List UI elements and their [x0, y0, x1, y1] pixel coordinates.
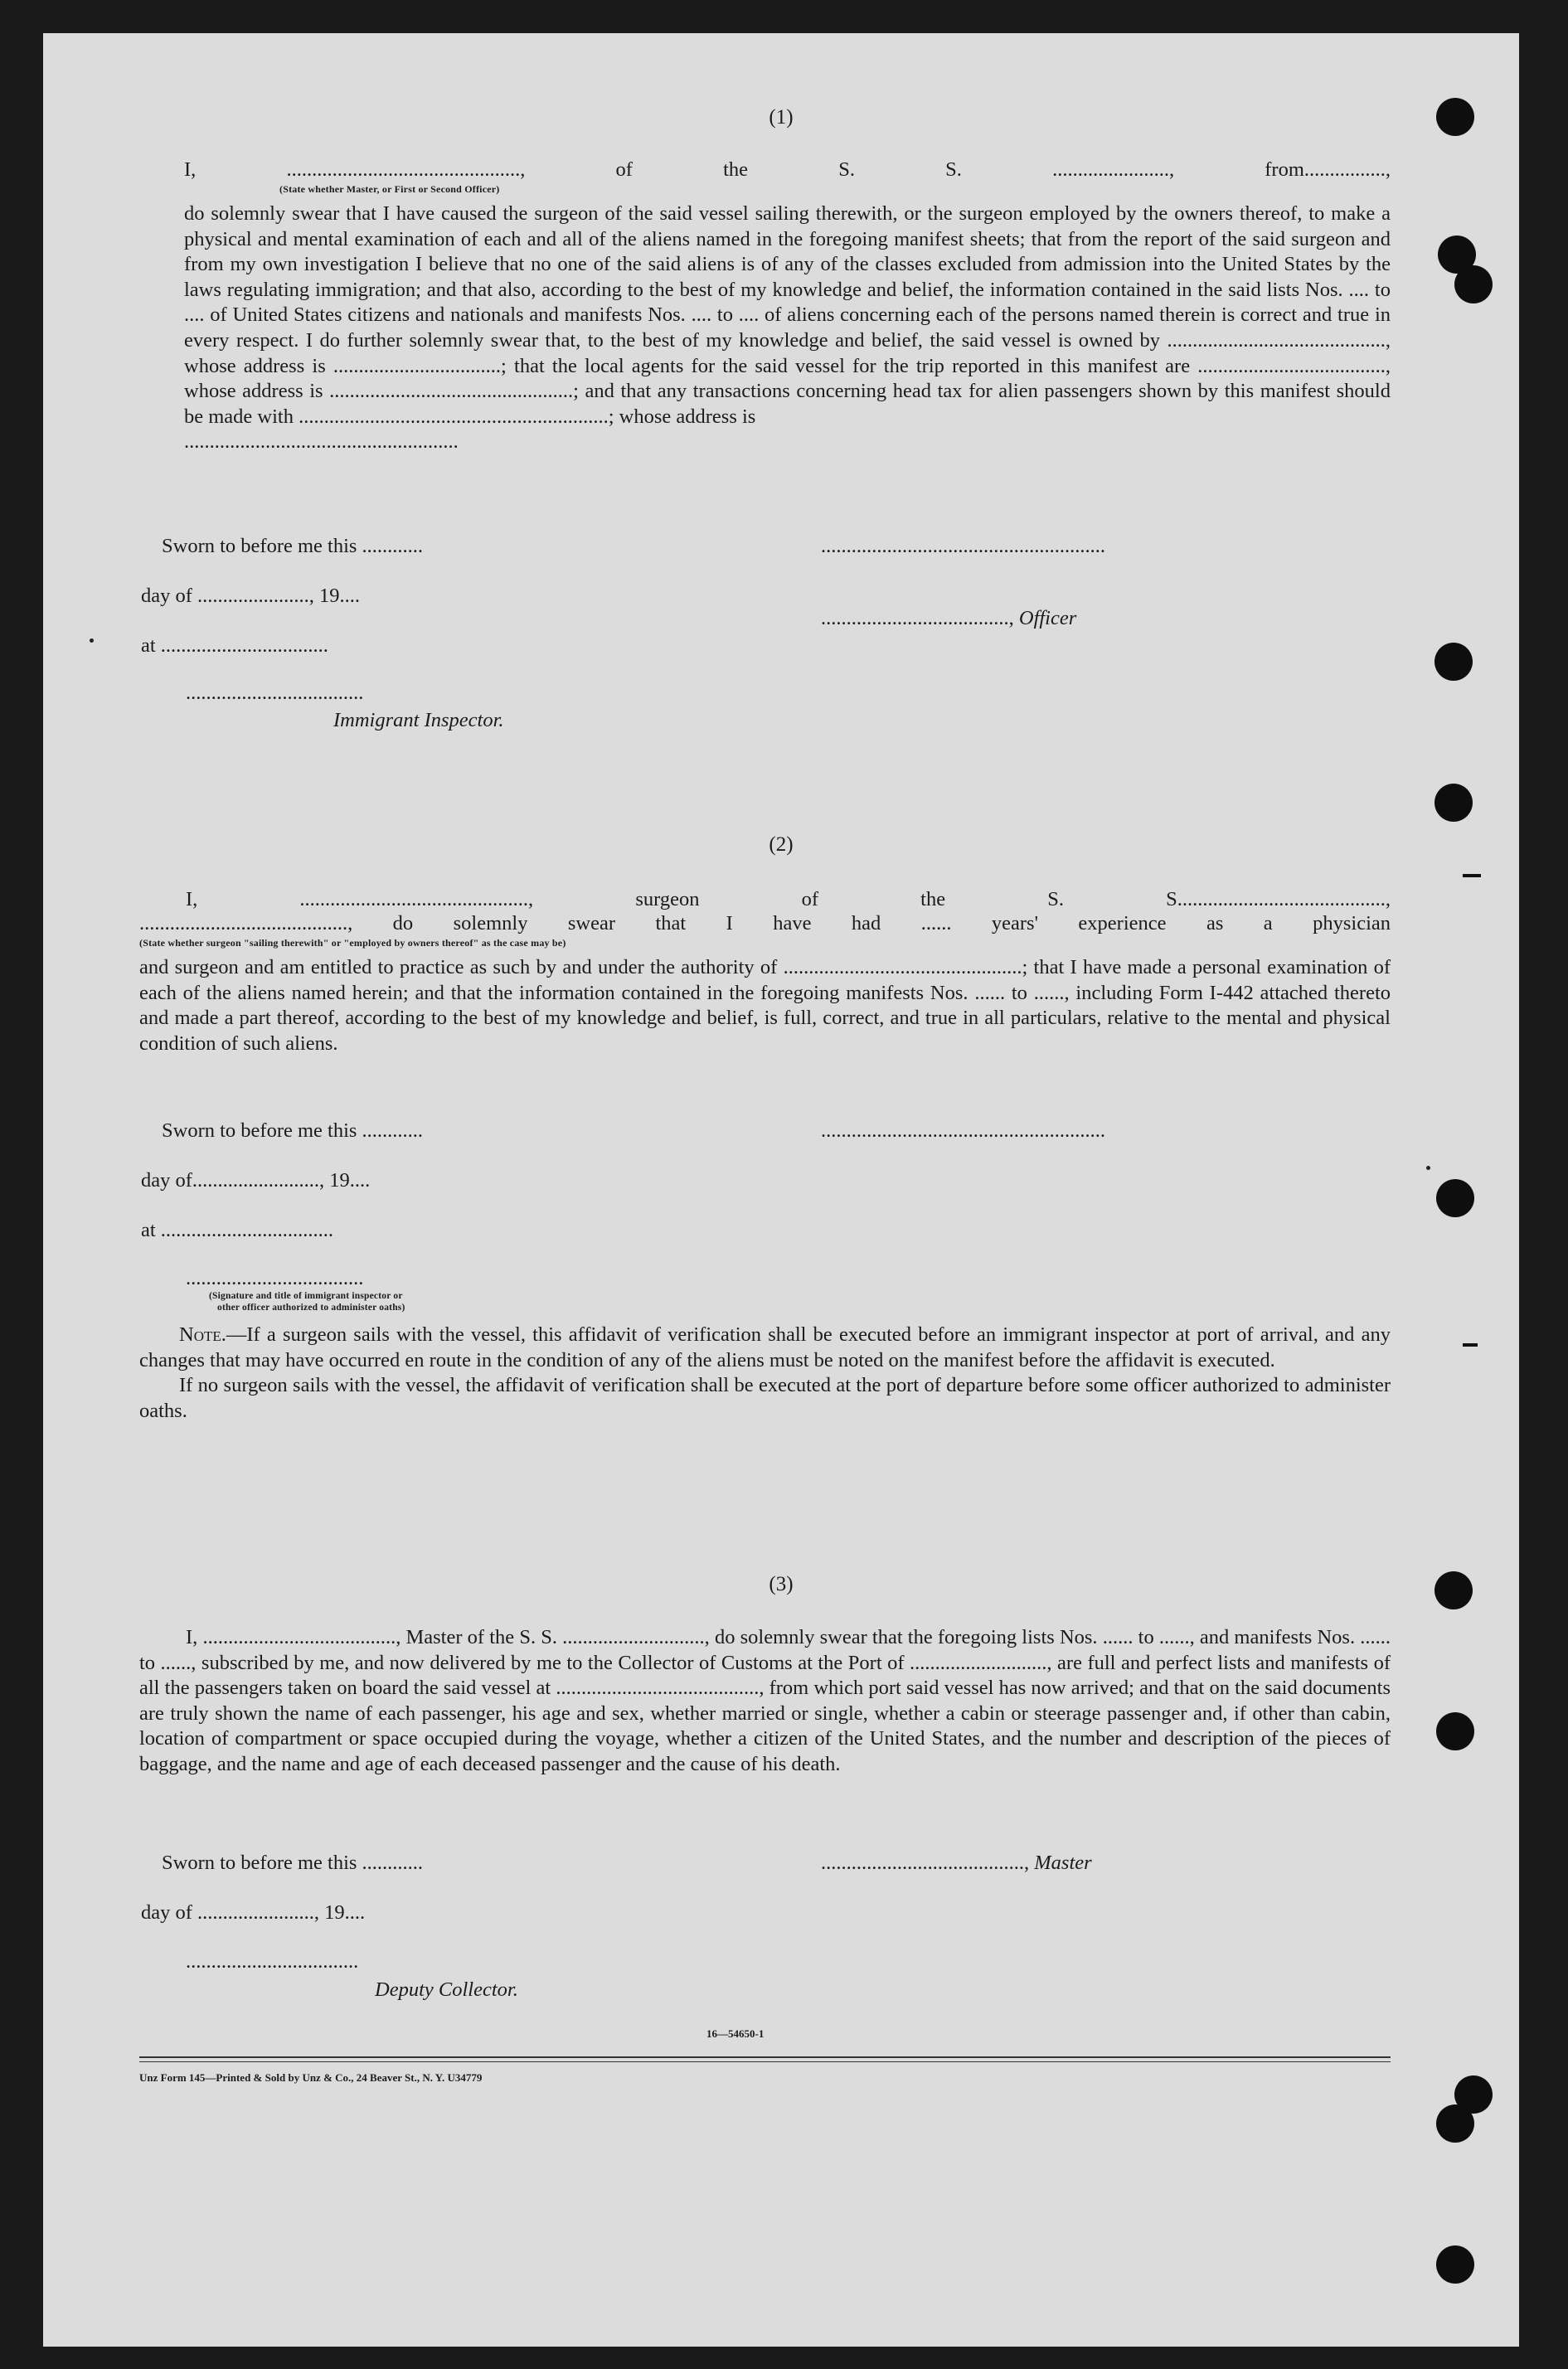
document-page	[43, 33, 1519, 2347]
section-2-signature-line: ...................................	[186, 1267, 364, 1289]
punch-hole	[1435, 784, 1473, 822]
punch-hole	[1436, 2245, 1474, 2284]
margin-mark	[1426, 1166, 1430, 1170]
section-2-signature-caption-1: (Signature and title of immigrant inspector or	[209, 1291, 403, 1301]
section-1-number: (1)	[769, 106, 794, 129]
section-3-sworn: Sworn to before me this ............	[162, 1852, 424, 1874]
printer-imprint: Unz Form 145—Printed & Sold by Unz & Co., 24 Beaver St., N. Y. U34779	[139, 2071, 483, 2084]
punch-hole	[1436, 2104, 1474, 2143]
punch-hole	[1435, 643, 1473, 681]
section-1-sworn: Sworn to before me this ............	[162, 535, 424, 557]
punch-hole	[1454, 265, 1493, 303]
section-3-master-line	[821, 1852, 1092, 1875]
section-2-day: day of........................., 19....	[141, 1169, 371, 1192]
section-1-at: at .................................	[141, 634, 328, 657]
section-3-paragraph: I, ......................................, Master of the S. S. ............................, do solemnly swear that the foregoing lists Nos. ...... to ......, and manifests Nos. ...... to ......, subscribed by me, and now delivered by me to the Collector of Customs at the Port of ..........................., are full and perfect lists and manifests of all the passengers taken on board the said vessel at ........................................, from which port said vessel has now arrived; and that on the said documents are truly shown the name of each passenger, his age and sex, whether married or single, whether a cabin or steerage passenger and, if other than cabin, location of compartment or space occupied during the voyage, whether a citizen of the United States, and the number and description of the pieces of baggage, and the name and age of each deceased passenger and the cause of his death.	[139, 1626, 1391, 1775]
officer-dots: .....................................,	[821, 607, 1019, 629]
master-label: Master	[1034, 1852, 1092, 1874]
officer-label: Officer	[1018, 607, 1077, 629]
note-text-1: —If a surgeon sails with the vessel, this affidavit of verification shall be executed before an immigrant inspector at port of arrival, and any changes that may have occurred en route in the condition of any of the aliens must be noted on the manifest before the affidavit is executed.	[139, 1323, 1391, 1371]
section-2-sworn: Sworn to before me this ............	[162, 1119, 424, 1142]
section-1-body	[184, 201, 1391, 455]
footer-rule	[139, 2061, 1391, 2062]
section-2-line-1: I, ............................................., surgeon of the S. S.........................................,	[186, 888, 1391, 910]
section-2-note	[139, 1323, 1391, 1424]
section-3-number: (3)	[769, 1573, 794, 1595]
section-2-body	[139, 955, 1391, 1056]
section-1-officer-line	[821, 607, 1076, 630]
master-dots: ........................................,	[821, 1852, 1035, 1874]
section-2-surgeon-caption: (State whether surgeon "sailing therewith" or "employed by owners thereof" as the case may be)	[139, 937, 566, 949]
punch-hole	[1436, 1712, 1474, 1750]
note-text-2: If no surgeon sails with the vessel, the affidavit of verification shall be executed at the port of departure before some officer authorized to administer oaths.	[139, 1374, 1391, 1422]
section-3-day: day of ......................., 19....	[141, 1901, 366, 1924]
section-2-paragraph: and surgeon and am entitled to practice as such by and under the authority of ...............................................; that I have made a personal examination of each of the aliens named herein; and that the information contained in the foregoing manifests Nos. ...... to ......, including Form I-442 attached thereto and made a part thereof, according to the best of my knowledge and belief, is full, correct, and true in all particulars, relative to the mental and physical condition of such aliens.	[139, 956, 1391, 1055]
section-1-paragraph: do solemnly swear that I have caused the surgeon of the said vessel sailing therewith, or the surgeon employed by the owners thereof, to make a physical and mental examination of each and all of the aliens named in the foregoing manifest sheets; that from the report of the said surgeon and from my own investigation I believe that no one of the said aliens is of any of the classes excluded from admission into the United States by the laws regulating immigration; and that also, according to the best of my knowledge and belief, the information contained in the said lists Nos. .... to .... of United States citizens and nationals and manifests Nos. .... to .... of aliens concerning each of the persons named therein is correct and true in every respect. I do further solemnly swear that, to the best of my knowledge and belief, the said vessel is owned by ..........................................., whose address is .................................; that the local agents for the said vessel for the trip reported in this manifest are ....................................., whose address is ................................................; and that any transactions concerning head tax for alien passengers shown by this manifest should be made with .............................................................; whose address is	[184, 202, 1391, 428]
section-1-day: day of ......................, 19....	[141, 585, 361, 607]
section-1-paragraph-tail: ......................................................	[184, 430, 459, 454]
section-2-sworn-signature-line: ........................................................	[821, 1119, 1105, 1142]
section-3-collector-label: Deputy Collector.	[375, 1978, 518, 2001]
section-1-inspector-line: ...................................	[186, 682, 364, 704]
punch-hole	[1436, 1179, 1474, 1217]
section-1-inspector-label: Immigrant Inspector.	[333, 709, 504, 731]
section-2-number: (2)	[769, 833, 794, 856]
section-2-line-2: ........................................., do solemnly swear that I have had ...... years' experience as a physician	[139, 912, 1391, 934]
section-3-body	[139, 1625, 1391, 1778]
section-3-collector-line: ..................................	[186, 1950, 359, 1973]
margin-mark	[1463, 1343, 1478, 1347]
section-1-officer-caption: (State whether Master, or First or Second Officer)	[279, 183, 500, 195]
note-label: Note.	[179, 1323, 226, 1346]
margin-mark	[90, 638, 94, 643]
margin-mark	[1463, 874, 1481, 877]
section-2-at: at ..................................	[141, 1219, 334, 1241]
footer-rule	[139, 2056, 1391, 2058]
section-1-sworn-signature-line: ........................................................	[821, 535, 1105, 557]
section-1-opening-line: I, .............................................., of the S. S. ......................., from................,	[184, 158, 1391, 181]
section-2-signature-caption-2: other officer authorized to administer oaths)	[217, 1303, 405, 1313]
form-code: 16—54650-1	[706, 2027, 765, 2040]
